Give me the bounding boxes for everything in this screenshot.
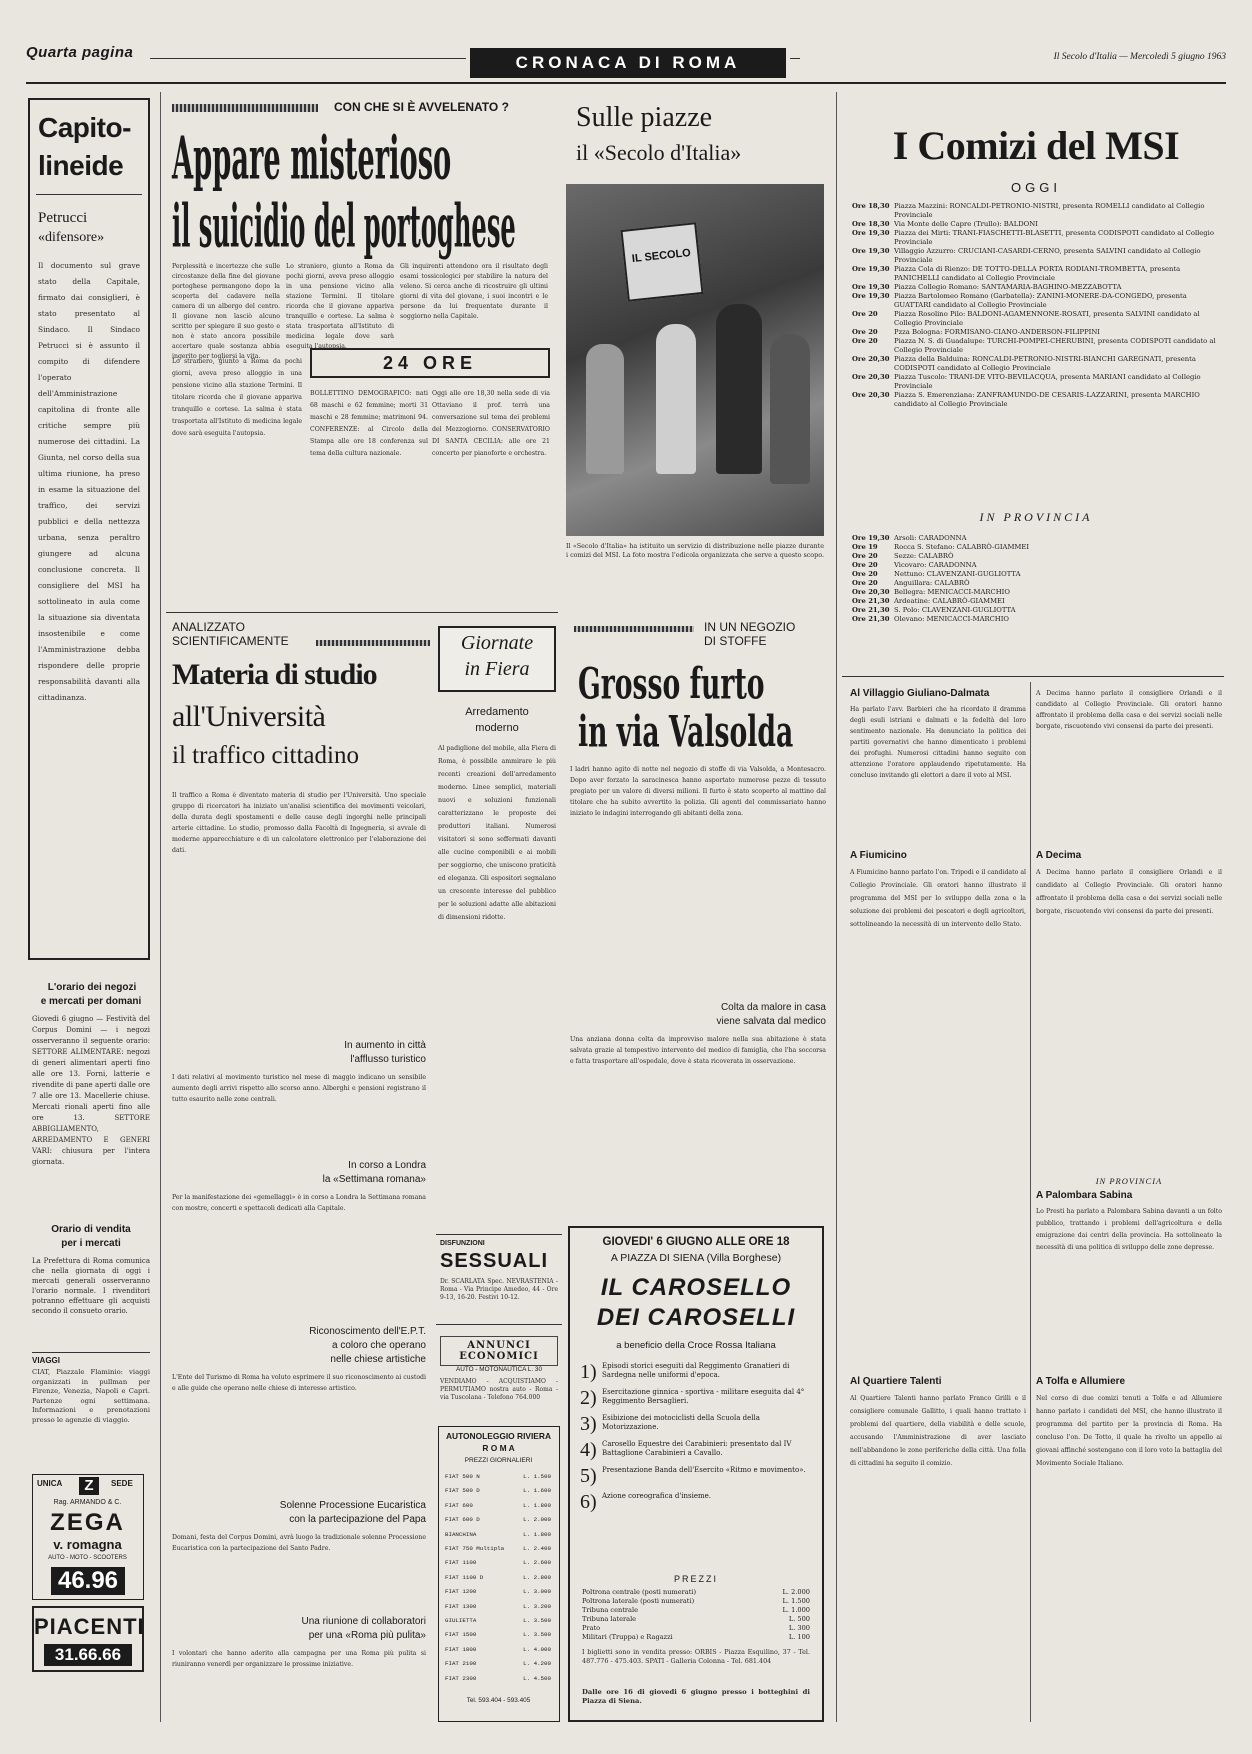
carosello-price-row — [582, 1624, 810, 1633]
carosello-item-text: Carosello Equestre dei Carabinieri: presentato dal IV Battaglione Carabinieri a Cavallo. — [602, 1440, 792, 1457]
riviera-price-row — [445, 1675, 551, 1682]
ads-top-rule — [436, 1234, 562, 1235]
schedule-item — [852, 373, 1222, 391]
schedule-item — [852, 579, 1222, 588]
schedule-time: Ore 20 — [852, 310, 878, 318]
schedule-item — [852, 220, 1222, 229]
talenti-body: Al Quartiere Talenti hanno parlato Franco Grilli e il consigliere comunale Gallitto, i quali hanno trattato i problemi del quartiere, della viabilità e delle scuole, accusando l'Amministrazione di aver lasciato nell'abbandono le zone periferiche della città. Una folla di cittadini ha seguito il comizio. — [850, 1395, 1026, 1467]
riviera-price-list — [445, 1473, 551, 1689]
schedule-time: Ore 19,30 — [852, 265, 890, 273]
piazze-photo-sign — [620, 222, 703, 302]
piazze-title-1: Sulle piazze — [576, 102, 713, 133]
schedule-time: Ore 19,30 — [852, 229, 890, 237]
materia-sub-1-b: l'afflusso turistico — [350, 1054, 426, 1065]
riviera-price-row — [445, 1588, 551, 1595]
piacenti-phone: 31.66.66 — [44, 1644, 132, 1666]
schedule-time: Ore 21,30 — [852, 615, 890, 623]
schedule-place: S. Polo: CLAVENZANI-GUGLIOTTA — [894, 606, 1016, 614]
schedule-place: Piazza N. S. di Guadalupe: TURCHI-POMPEI-CHERUBINI, presenta CODISPOTI candidato al Collegio Provinciale — [894, 337, 1216, 354]
sessuali-kicker: DISFUNZIONI — [440, 1240, 485, 1247]
piazze-title-2: il «Secolo d'Italia» — [576, 140, 742, 165]
carosello-title-2: DEI CAROSELLI — [596, 1304, 796, 1331]
riviera-car: GIULIETTA — [445, 1617, 477, 1625]
riviera-price-row — [445, 1559, 551, 1566]
materia-body: Il traffico a Roma è diventato materia di studio per l'Università. Uno speciale gruppo di ricercatori ha iniziato un'analisi scientifica dei movimenti veicolari, della durata degli spostamenti e delle cause degli ingorghi nelle principali arterie cittadine. Lo studio, promosso dalla Facoltà di Ingegneria, si avvale di moderne apparecchiature e di un calcolatore elettronico per l'elaborazione dei dati. — [172, 792, 426, 854]
riviera-price: L. 4.500 — [523, 1674, 551, 1682]
materia-sub-4-a: Solenne Processione Eucaristica — [279, 1500, 426, 1511]
schedule-time: Ore 20 — [852, 328, 878, 336]
carosello-benefit: a beneficio della Croce Rossa Italiana — [616, 1340, 776, 1351]
materia-sub-4-b: con la partecipazione del Papa — [289, 1514, 426, 1525]
carosello-date: GIOVEDI' 6 GIUGNO ALLE ORE 18 — [602, 1236, 790, 1248]
carosello-program-item — [580, 1414, 816, 1434]
materia-sub-5-a: Una riunione di collaboratori — [301, 1616, 426, 1627]
riviera-price: L. 2.400 — [523, 1545, 551, 1553]
schedule-place: Nettuno: CLAVENZANI-GUGLIOTTA — [894, 570, 1021, 578]
riviera-car: FIAT 1100 — [445, 1559, 477, 1567]
schedule-item — [852, 534, 1222, 543]
riviera-car: FIAT 600 — [445, 1501, 473, 1509]
riviera-price: L. 3.000 — [523, 1588, 551, 1596]
viaggi-body: CIAT, Piazzale Flaminio: viaggi organizzati in pullman per Firenze, Venezia, Napoli e Capri. Partenze ogni settimana. Informazioni e prenotazioni presso le agenzie di viaggio. — [32, 1368, 150, 1424]
schedule-item — [852, 543, 1222, 552]
viaggi-title: VIAGGI — [32, 1356, 61, 1365]
riviera-car: FIAT 500 N — [445, 1473, 480, 1480]
page-label: Quarta pagina — [26, 44, 134, 61]
suicidio-headline-2: il suicidio del portoghese — [172, 192, 516, 262]
capitolineide-subtitle-2: «difensore» — [38, 230, 105, 245]
piazze-photo-figure-2 — [716, 304, 762, 474]
materia-sub-3-a: Riconoscimento dell'E.P.T. — [309, 1326, 426, 1337]
materia-kicker-2: SCIENTIFICAMENTE — [172, 634, 289, 648]
talenti-title: Al Quartiere Talenti — [850, 1376, 942, 1387]
schedule-time: Ore 19,30 — [852, 292, 890, 300]
capitolineide-box — [28, 98, 150, 960]
fiera-sub-1: Arredamento — [465, 706, 529, 718]
schedule-place: Sezze: CALABRÒ — [894, 552, 954, 560]
carosello-price-label: Poltrona laterale (posti numerati) — [582, 1597, 695, 1605]
riviera-car: FIAT 750 Multipla — [445, 1545, 505, 1553]
vendita-title-1: Orario di vendita — [51, 1224, 131, 1235]
furto-sub-b: viene salvata dal medico — [716, 1016, 826, 1027]
schedule-place: Anguillara: CALABRÒ — [894, 579, 970, 587]
schedule-item — [852, 247, 1222, 265]
decima-title: A Decima — [1036, 850, 1082, 861]
schedule-time: Ore 21,30 — [852, 606, 890, 614]
vendita-body: La Prefettura di Roma comunica che nella giornata di oggi i mercati generali osserveranno l'orario normale. I rivenditori potranno effettuare gli acquisti secondo il consueto orario. — [32, 1257, 150, 1315]
fiumicino-body: A Fiumicino hanno parlato l'on. Tripodi e il candidato al Collegio Provinciale. Gli oratori hanno illustrato il programma del MSI per lo sviluppo della zona e la soluzione dei problemi dei pescatori e degli agricoltori, sottolineando la necessità di un intervento dello Stato. — [850, 869, 1026, 928]
carosello-item-text: Esibizione dei motociclisti della Scuola della Motorizzazione. — [602, 1414, 760, 1431]
riviera-car: BIANCHINA — [445, 1530, 477, 1538]
capitolineide-subtitle-1: Petrucci — [38, 210, 88, 226]
comizi-oggi-list — [852, 202, 1222, 409]
schedule-item — [852, 265, 1222, 283]
schedule-place: Piazza Bartolomeo Romano (Garbatella): ZANINI-MONERE-DA-CONGEDO, presenta GUATTARI candidato al Collegio Provinciale — [894, 292, 1187, 309]
carosello-item-number: 1) — [580, 1361, 597, 1383]
carosello-biglietti: I biglietti sono in vendita presso: ORBIS - Piazza Esquilino, 37 - Tel. 487.776 - 475.403. SPATI - Galleria Colonna - Tel. 681.404 — [582, 1648, 810, 1665]
schedule-place: Pzza Bologna: FORMISANO-CIANO-ANDERSON-FILIPPINI — [894, 328, 1100, 336]
carosello-item-number: 6) — [580, 1491, 597, 1513]
schedule-time: Ore 18,30 — [852, 202, 890, 210]
riviera-price: L. 2.800 — [523, 1573, 551, 1581]
materia-sub-5-b: per una «Roma più pulita» — [308, 1630, 426, 1641]
carosello-price-row — [582, 1606, 810, 1615]
schedule-item — [852, 337, 1222, 355]
carosello-box — [568, 1226, 824, 1722]
fiumicino-title: A Fiumicino — [850, 850, 907, 861]
schedule-time: Ore 20 — [852, 561, 878, 569]
furto-body-2: Una anziana donna colta da improvviso malore nella sua abitazione è stata salvata grazie al tempestivo intervento del medico di famiglia, che l'ha soccorsa e fatta trasportare all'ospedale, dove è stata ricoverata in osservazione. — [570, 1036, 826, 1065]
materia-headline-1: Materia di studio — [172, 658, 377, 691]
piazze-photo-figure-3 — [586, 344, 624, 474]
carosello-item-text: Episodi storici eseguiti dal Reggimento Granatieri di Sardegna nelle uniformi d'epoca. — [602, 1362, 790, 1379]
annunci-title: ANNUNCI ECONOMICI — [440, 1336, 558, 1366]
schedule-item — [852, 391, 1222, 409]
ventiquattro-ore-box — [310, 348, 550, 378]
palombara-body: Lo Presti ha parlato a Palombara Sabina davanti a un folto pubblico, trattando i problemi dell'agricoltura e della emigrazione dai centri della provincia. Ha sottolineato la necessità di una politica di sviluppo delle zone depresse. — [1036, 1208, 1222, 1251]
schedule-item — [852, 561, 1222, 570]
suicidio-headline-1: Appare misterioso — [172, 124, 452, 194]
schedule-item — [852, 355, 1222, 373]
riviera-price: L. 1.800 — [523, 1530, 551, 1538]
carosello-price-label: Tribuna centrale — [582, 1606, 638, 1614]
schedule-item — [852, 202, 1222, 220]
schedule-item — [852, 552, 1222, 561]
riviera-price: L. 4.200 — [523, 1660, 551, 1668]
carosello-price-value: L. 1.500 — [782, 1597, 810, 1605]
riviera-price-row — [445, 1516, 551, 1523]
carosello-title-1: IL CAROSELLO — [600, 1274, 792, 1301]
furto-kicker-2: DI STOFFE — [704, 634, 767, 648]
riviera-price: L. 1.600 — [523, 1487, 551, 1495]
schedule-place: Piazza dei Mirti: TRANI-FIASCHETTI-BLASETTI, presenta CODISPOTI candidato al Collegio Provinciale — [894, 229, 1214, 246]
carosello-price-list — [582, 1588, 810, 1642]
materia-body-sub-1: I dati relativi al movimento turistico nel mese di maggio indicano un sensibile aumento degli arrivi rispetto allo scorso anno. Alberghi e pensioni registrano il tutto esaurito nelle zone centrali. — [172, 1074, 426, 1103]
capitolineide-body: Il documento sul grave stato della Capitale, firmato dai consiglieri, è stato presentato al Sindaco. Il Sindaco Petrucci si è assunto il compito di difendere l'operato dell'Amministrazione capitolina di fronte alle critiche sempre più numerose dei cittadini. La Giunta, nel corso della sua ultima riunione, ha preso in esame la situazione del traffico, dei servizi pubblici e della nettezza urbana, senza peraltro giungere ad alcuna conclusione concreta. Il consigliere del MSI ha sottolineato in aula come la situazione sia diventata insostenibile e come l'Amministrazione debba rispondere delle proprie responsabilità davanti alla cittadinanza. — [38, 261, 140, 702]
piazze-caption: Il «Secolo d'Italia» ha istituito un servizio di distribuzione nelle piazze durante i comizi del MSI. La foto mostra l'edicola organizzata che serve a questo scopo. — [566, 542, 825, 559]
tolfa-title: A Tolfa e Allumiere — [1036, 1376, 1126, 1387]
riviera-price-row — [445, 1603, 551, 1610]
furto-body: I ladri hanno agito di notte nel negozio di stoffe di via Valsolda, a Montesacro. Dopo aver forzato la saracinesca hanno asportato numerose pezze di tessuto pregiato per un valore di diversi milioni. Il furto è stato scoperto al mattino dal titolare che ha subito avvertito la polizia. Gli agenti del commissariato hanno iniziato le indagini interrogando gli abitanti della zona. — [570, 766, 826, 817]
palombara-title: A Palombara Sabina — [1036, 1190, 1133, 1201]
riviera-ad — [438, 1426, 560, 1722]
suicidio-body-2: Lo straniero, giunto a Roma da pochi giorni, aveva preso alloggio in una pensione vicino alla stazione Termini. Il titolare ricorda che il giovane appariva tranquillo e cortese. La salma è stata trasportata all'Istituto di medicina legale dove sarà eseguita l'autopsia. — [286, 263, 394, 350]
riviera-price-row — [445, 1487, 551, 1494]
materia-body-sub-3: L'Ente del Turismo di Roma ha voluto esprimere il suo riconoscimento ai custodi e alle guide che operano nelle chiese di interesse artistico. — [172, 1374, 426, 1392]
carosello-item-number: 4) — [580, 1439, 597, 1461]
zega-owner: Rag. ARMANDO & C. — [53, 1499, 122, 1506]
riviera-price: L. 2.600 — [523, 1559, 551, 1567]
suicidio-body-1: Perplessità e incertezze che sulle circostanze della fine del giovane portoghese permangono dopo la scoperta del cadavere nella camera di un albergo del centro. Il giovane non lasciò alcuno scritto per spiegare il suo gesto e non è stato ancora possibile accertare quale sostanza abbia ingerito per togliersi la vita. — [172, 263, 280, 360]
schedule-time: Ore 19 — [852, 543, 878, 551]
comizi-provincia-list — [852, 534, 1222, 624]
giuliano-body-continued: A Decima hanno parlato il consigliere Orlandi e il candidato al Collegio Provinciale. Gli oratori hanno affrontato il problema della casa e dei servizi sociali nelle borgate, riscuotendo vivi consensi da parte dei presenti. — [1036, 690, 1222, 730]
carosello-price-value: L. 2.000 — [782, 1588, 810, 1596]
riviera-title-1: AUTONOLEGGIO RIVIERA — [445, 1431, 551, 1441]
schedule-place: Piazza S. Emerenziana: ZANFRAMUNDO-DE CESARIS-LAZZARINI, presenta MARCHIO candidato al Collegio Provinciale — [894, 391, 1200, 408]
piazze-sign-text: IL SECOLO — [631, 246, 692, 266]
schedule-time: Ore 19,30 — [852, 283, 890, 291]
carosello-program-list — [580, 1362, 816, 1518]
schedule-item — [852, 570, 1222, 579]
zega-street: v. romagna — [53, 1537, 122, 1552]
riviera-price: L. 2.000 — [523, 1516, 551, 1524]
riviera-price-row — [445, 1631, 551, 1638]
zega-top-right: SEDE — [111, 1479, 133, 1488]
materia-body-sub-2: Per la manifestazione dei «gemellaggi» è in corso a Londra la Settimana romana con mostre, concerti e spettacoli dedicati alla Capitale. — [172, 1194, 426, 1212]
left-column-divider — [160, 92, 161, 1722]
piacenti-ad — [32, 1606, 144, 1672]
schedule-item — [852, 292, 1222, 310]
sessuali-rule — [436, 1324, 562, 1325]
schedule-time: Ore 21,30 — [852, 597, 890, 605]
materia-sub-3-b: a coloro che operano — [332, 1340, 426, 1351]
negozi-body: Giovedi 6 giugno — Festività del Corpus Domini — i negozi osserveranno il seguente orario: SETTORE ALIMENTARE: negozi di generi alimentari aperti fino alle ore 13. Forni, latterie e rivendite di pane aperti dalle ore 7 alle ore 13. Macellerie chiuse. Mercati rionali aperti fino alle ore 13. SETTORE ABBIGLIAMENTO, ARREDAMENTO E GENERI VARI: chiusura per l'intera giornata. — [32, 1015, 150, 1166]
piazze-photo-figure-1 — [656, 324, 696, 474]
piacenti-name: PIACENTI — [34, 1614, 145, 1639]
comizi-bottom-rule — [842, 676, 1224, 677]
schedule-time: Ore 19,30 — [852, 247, 890, 255]
carosello-program-item — [580, 1362, 816, 1382]
carosello-program-item — [580, 1388, 816, 1408]
suicidio-kicker: CON CHE SI È AVVELENATO ? — [334, 100, 509, 114]
carosello-price-label: Prato — [582, 1624, 601, 1632]
carosello-price-label: Militari (Truppa) e Ragazzi — [582, 1633, 673, 1641]
riviera-car: FIAT 600 D — [445, 1516, 480, 1524]
riviera-price: L. 1.500 — [523, 1473, 551, 1480]
ventiquattro-ore-body-2: Oggi alle ore 18,30 nella sede di via Ottaviano il prof. terrà una conversazione sul tema dei problemi del Mezzogiorno. CONSERVATORIO DI SANTA CECILIA: alle ore 21 concerto per pianoforte e orchestra. — [432, 390, 550, 457]
riviera-price-row — [445, 1502, 551, 1509]
schedule-place: Vicovaro: CARADONNA — [894, 561, 977, 569]
section-title: CRONACA DI ROMA — [470, 48, 786, 78]
schedule-time: Ore 20,30 — [852, 373, 890, 381]
carosello-footer: Dalle ore 16 di giovedi 6 giugno presso i botteghini di Piazza di Siena. — [582, 1688, 810, 1705]
carosello-price-label: Tribuna laterale — [582, 1615, 637, 1623]
furto-kicker-bar — [574, 626, 694, 632]
carosello-price-value: L. 500 — [788, 1615, 810, 1623]
comizi-provincia: IN PROVINCIA — [979, 510, 1093, 524]
carosello-price-value: L. 1.000 — [782, 1606, 810, 1614]
carosello-item-number: 5) — [580, 1465, 597, 1487]
masthead-rule-left — [150, 58, 466, 59]
schedule-item — [852, 310, 1222, 328]
riviera-car: FIAT 500 D — [445, 1487, 480, 1495]
giuliano-title: Al Villaggio Giuliano-Dalmata — [850, 688, 990, 699]
furto-kicker-1: IN UN NEGOZIO — [704, 620, 796, 634]
furto-sub-a: Colta da malore in casa — [720, 1002, 826, 1013]
vendita-title-2: per i mercati — [61, 1238, 121, 1249]
schedule-place: Piazza Tuscolo: TRANI-DE VITO-BEVILACQUA, presenta MARIANI candidato al Collegio Provinciale — [894, 373, 1201, 390]
negozi-title-2: e mercati per domani — [40, 996, 142, 1007]
annunci-sub: AUTO - MOTONAUTICA L. 30 — [455, 1366, 543, 1373]
materia-sub-3-c: nelle chiese artistiche — [330, 1354, 426, 1365]
schedule-item — [852, 283, 1222, 292]
riviera-car: FIAT 1100 D — [445, 1573, 484, 1581]
materia-kicker-1: ANALIZZATO — [172, 620, 245, 634]
schedule-item — [852, 615, 1222, 624]
materia-sub-2-b: la «Settimana romana» — [322, 1174, 426, 1185]
riviera-price-row — [445, 1473, 551, 1480]
riviera-sub: PREZZI GIORNALIERI — [464, 1457, 533, 1464]
viaggi-rule — [32, 1352, 150, 1353]
masthead-rule-right — [790, 58, 800, 59]
piazze-photo — [566, 184, 824, 536]
schedule-time: Ore 20 — [852, 570, 878, 578]
materia-sub-2-a: In corso a Londra — [348, 1160, 426, 1171]
riviera-price-row — [445, 1660, 551, 1667]
ventiquattro-ore-body-1: BOLLETTINO DEMOGRAFICO: nati 68 maschi e 62 femmine; morti 31 maschi e 28 femmine; matrimoni 94. CONFERENZE: al Circolo della Stampa alle ore 18 conferenza sul tema della cultura nazionale. — [310, 390, 428, 457]
carosello-program-item — [580, 1492, 816, 1512]
piazze-photo-figure-4 — [770, 334, 810, 484]
riviera-car: FIAT 1500 — [445, 1631, 477, 1639]
riviera-price: L. 1.800 — [523, 1501, 551, 1509]
negozi-title-1: L'orario dei negozi — [47, 982, 137, 993]
materia-body-sub-4: Domani, festa del Corpus Domini, avrà luogo la tradizionale solenne Processione Eucaristica con la partecipazione del Santo Padre. — [172, 1534, 426, 1552]
carosello-price-row — [582, 1588, 810, 1597]
giuliano-body: Ha parlato l'avv. Barbieri che ha ricordato il dramma degli esuli istriani e dalmati e la fedeltà del loro sentimento nazionale. Ha denunciato la politica dei partiti governativi che hanno dimenticato i problemi dei profughi. Numerosi cittadini hanno seguito con attenzione l'oratore applaudendo ripetutamente. Ha concluso invitando gli elettori a dare il voto al MSI. — [850, 706, 1026, 779]
schedule-place: Villaggio Azzurro: CRUCIANI-CASARDI-CERNO, presenta SALVINI candidato al Collegio Provinciale — [894, 247, 1201, 264]
ventiquattro-ore-title: 24 ORE — [382, 353, 478, 373]
suicidio-body-3: Gli inquirenti attendono ora il risultato degli esami tossicologici per stabilire la natura del veleno. Si cerca anche di ricostruire gli ultimi giorni di vita del giovane, i suoi incontri e le persone da lui frequentate durante il soggiorno nella Capitale. — [400, 263, 548, 320]
masthead-underline — [26, 82, 1226, 84]
schedule-place: Arsoli: CARADONNA — [894, 534, 967, 542]
carosello-place: A PIAZZA DI SIENA (Villa Borghese) — [610, 1252, 782, 1264]
zega-logo-mark: Z — [79, 1477, 99, 1495]
riviera-price-row — [445, 1646, 551, 1653]
center-row-divider — [166, 612, 558, 613]
comizi-oggi: OGGI — [1011, 180, 1061, 195]
schedule-place: Piazza Cola di Rienzo: DE TOTTO-DELLA PORTA RODIANI-TROMBETTA, presenta PANICHELLI candidato al Collegio Provinciale — [894, 265, 1181, 282]
carosello-item-text: Azione coreografica d'insieme. — [602, 1492, 712, 1500]
schedule-place: Rocca S. Stefano: CALABRÒ-GIAMMEI — [894, 543, 1030, 551]
suicidio-body-continued: Lo straniero, giunto a Roma da pochi giorni, aveva preso alloggio in una pensione vicino alla stazione Termini. Il titolare ricorda che il giovane appariva tranquillo e cortese. La salma è stata trasportata all'Istituto di medicina legale dove sarà eseguita l'autopsia. — [172, 358, 302, 437]
schedule-place: Piazza della Balduina: RONCALDI-PETRONIO-NISTRI-BIANCHI GAREGNATI, presenta CODISPOTI candidato al Collegio Provinciale — [894, 355, 1196, 372]
carosello-item-number: 2) — [580, 1387, 597, 1409]
furto-headline-1: Grosso furto — [578, 658, 765, 710]
riviera-footer: Tel. 593.404 - 593.405 — [466, 1697, 531, 1704]
carosello-program-item — [580, 1466, 816, 1486]
schedule-time: Ore 20,30 — [852, 355, 890, 363]
schedule-item — [852, 597, 1222, 606]
schedule-place: Ardeatine: CALABRÒ-GIAMMEI — [894, 597, 1005, 605]
riviera-price-row — [445, 1617, 551, 1624]
right-provincia-label: IN PROVINCIA — [1095, 1176, 1163, 1186]
riviera-price-row — [445, 1574, 551, 1581]
riviera-price: L. 4.000 — [523, 1645, 551, 1653]
zega-ad — [32, 1474, 144, 1600]
materia-body-sub-5: I volontari che hanno aderito alla campagna per una Roma più pulita si riuniranno venerdì per organizzare le prossime iniziative. — [172, 1650, 426, 1668]
carosello-prezzi-title: PREZZI — [673, 1574, 718, 1584]
riviera-price: L. 3.500 — [523, 1631, 551, 1639]
schedule-time: Ore 20 — [852, 337, 878, 345]
carosello-item-number: 3) — [580, 1413, 597, 1435]
capitolineide-rule — [36, 194, 142, 195]
materia-headline-3: il traffico cittadino — [172, 742, 359, 769]
schedule-place: Via Monte delle Capre (Trullo): BALDONI — [894, 220, 1038, 228]
zega-tagline: AUTO - MOTO - SCOOTERS — [48, 1555, 127, 1561]
capitolineide-title-1: Capito- — [38, 112, 131, 143]
riviera-car: FIAT 1800 — [445, 1645, 477, 1653]
zega-name: ZEGA — [50, 1509, 125, 1536]
capitolineide-title-2: lineide — [38, 150, 124, 181]
fiera-title-2: in Fiera — [464, 658, 530, 680]
schedule-place: Bellegra: MENICACCI-MARCHIO — [894, 588, 1010, 596]
carosello-program-item — [580, 1440, 816, 1460]
zega-phone: 46.96 — [51, 1567, 125, 1595]
decima-body: A Decima hanno parlato il consigliere Orlandi e il candidato al Collegio Provinciale. Gli oratori hanno affrontato il problema della casa e dei servizi sociali nelle borgate, riscuotendo vivi consensi da parte dei presenti. — [1036, 869, 1222, 915]
carosello-item-text: Esercitazione ginnica - sportiva - militare eseguita dal 4° Reggimento Bersaglieri. — [602, 1388, 805, 1405]
carosello-price-row — [582, 1615, 810, 1624]
fiera-sub-2: moderno — [475, 722, 519, 734]
center-right-divider — [836, 92, 837, 1722]
annunci-body: VENDIAMO - ACQUISTIAMO - PERMUTIAMO nostra auto - Roma - via Tuscolana - Telefono 764.000 — [440, 1378, 558, 1401]
carosello-price-row — [582, 1633, 810, 1642]
schedule-place: Piazza Mazzini: RONCALDI-PETRONIO-NISTRI, presenta ROMELLI candidato al Collegio Provinciale — [894, 202, 1205, 219]
fiera-box — [438, 626, 556, 692]
carosello-price-label: Poltrona centrale (posti numerati) — [582, 1588, 697, 1596]
right-inner-divider — [1030, 682, 1031, 1722]
dateline: Il Secolo d'Italia — Mercoledì 5 giugno 1963 — [1053, 52, 1226, 62]
riviera-price: L. 3.500 — [523, 1617, 551, 1625]
riviera-price-row — [445, 1545, 551, 1552]
fiera-body: Al padiglione del mobile, alla Fiera di Roma, è possibile ammirare le più recenti creazioni dell'arredamento moderno. Linee semplici, materiali nuovi e soluzioni funzionali caratterizzano le proposte dei produttori italiani. Numerosi visitatori si sono soffermati davanti alle cucine componibili e ai mobili per soggiorno, che uniscono praticità ed eleganza. Gli espositori segnalano un crescente interesse del pubblico per le soluzioni adatte alle abitazioni di dimensioni ridotte. — [438, 745, 556, 921]
carosello-item-text: Presentazione Banda dell'Esercito «Ritmo e movimento». — [602, 1466, 806, 1474]
carosello-price-row — [582, 1597, 810, 1606]
comizi-title: I Comizi del MSI — [892, 123, 1180, 168]
riviera-car: FIAT 2100 — [445, 1660, 477, 1668]
furto-headline-2: in via Valsolda — [578, 706, 794, 758]
schedule-item — [852, 606, 1222, 615]
sessuali-title: SESSUALI — [440, 1250, 549, 1272]
riviera-price-row — [445, 1531, 551, 1538]
riviera-car: FIAT 1200 — [445, 1588, 477, 1596]
riviera-title-2: R O M A — [482, 1443, 515, 1453]
materia-headline-2: all'Università — [172, 700, 326, 733]
schedule-time: Ore 18,30 — [852, 220, 890, 228]
materia-sub-1-a: In aumento in città — [344, 1040, 426, 1051]
schedule-place: Piazza Rosolino Pilo: BALDONI-AGAMENNONE-ROSATI, presenta SALVINI candidato al Collegio Provinciale — [894, 310, 1200, 327]
schedule-time: Ore 20,30 — [852, 391, 890, 399]
suicidio-kicker-bar — [172, 104, 318, 112]
carosello-price-value: L. 100 — [788, 1633, 810, 1641]
schedule-time: Ore 19,30 — [852, 534, 890, 542]
schedule-time: Ore 20,30 — [852, 588, 890, 596]
riviera-car: FIAT 1300 — [445, 1602, 477, 1610]
riviera-car: FIAT 2300 — [445, 1674, 477, 1682]
tolfa-body: Nel corso di due comizi tenuti a Tolfa e ad Allumiere hanno parlato i candidati del MSI, che hanno illustrato il programma del partito per la provincia di Roma. Ha concluso l'on. De Totto, il quale ha rivolto un appello ai giovani affinché sostengano con il loro voto la battaglia del Movimento Sociale Italiano. — [1036, 1395, 1222, 1467]
riviera-price: L. 3.200 — [523, 1602, 551, 1610]
schedule-place: Olevano: MENICACCI-MARCHIO — [894, 615, 1009, 623]
zega-top-left: UNICA — [37, 1479, 63, 1488]
schedule-item — [852, 328, 1222, 337]
fiera-title-1: Giornate — [460, 632, 534, 654]
schedule-time: Ore 20 — [852, 579, 878, 587]
materia-kicker-bar — [316, 640, 430, 646]
schedule-item — [852, 588, 1222, 597]
schedule-item — [852, 229, 1222, 247]
schedule-place: Piazza Collegio Romano: SANTAMARIA-BAGHINO-MEZZABOTTA — [894, 283, 1122, 291]
carosello-price-value: L. 300 — [788, 1624, 810, 1632]
schedule-time: Ore 20 — [852, 552, 878, 560]
sessuali-body: Dr. SCARLATA Spec. NEVRASTENIA - Roma - Via Principe Amedeo, 44 - Ore 9-13, 16-20. Festivi 10-12. — [440, 1278, 558, 1301]
